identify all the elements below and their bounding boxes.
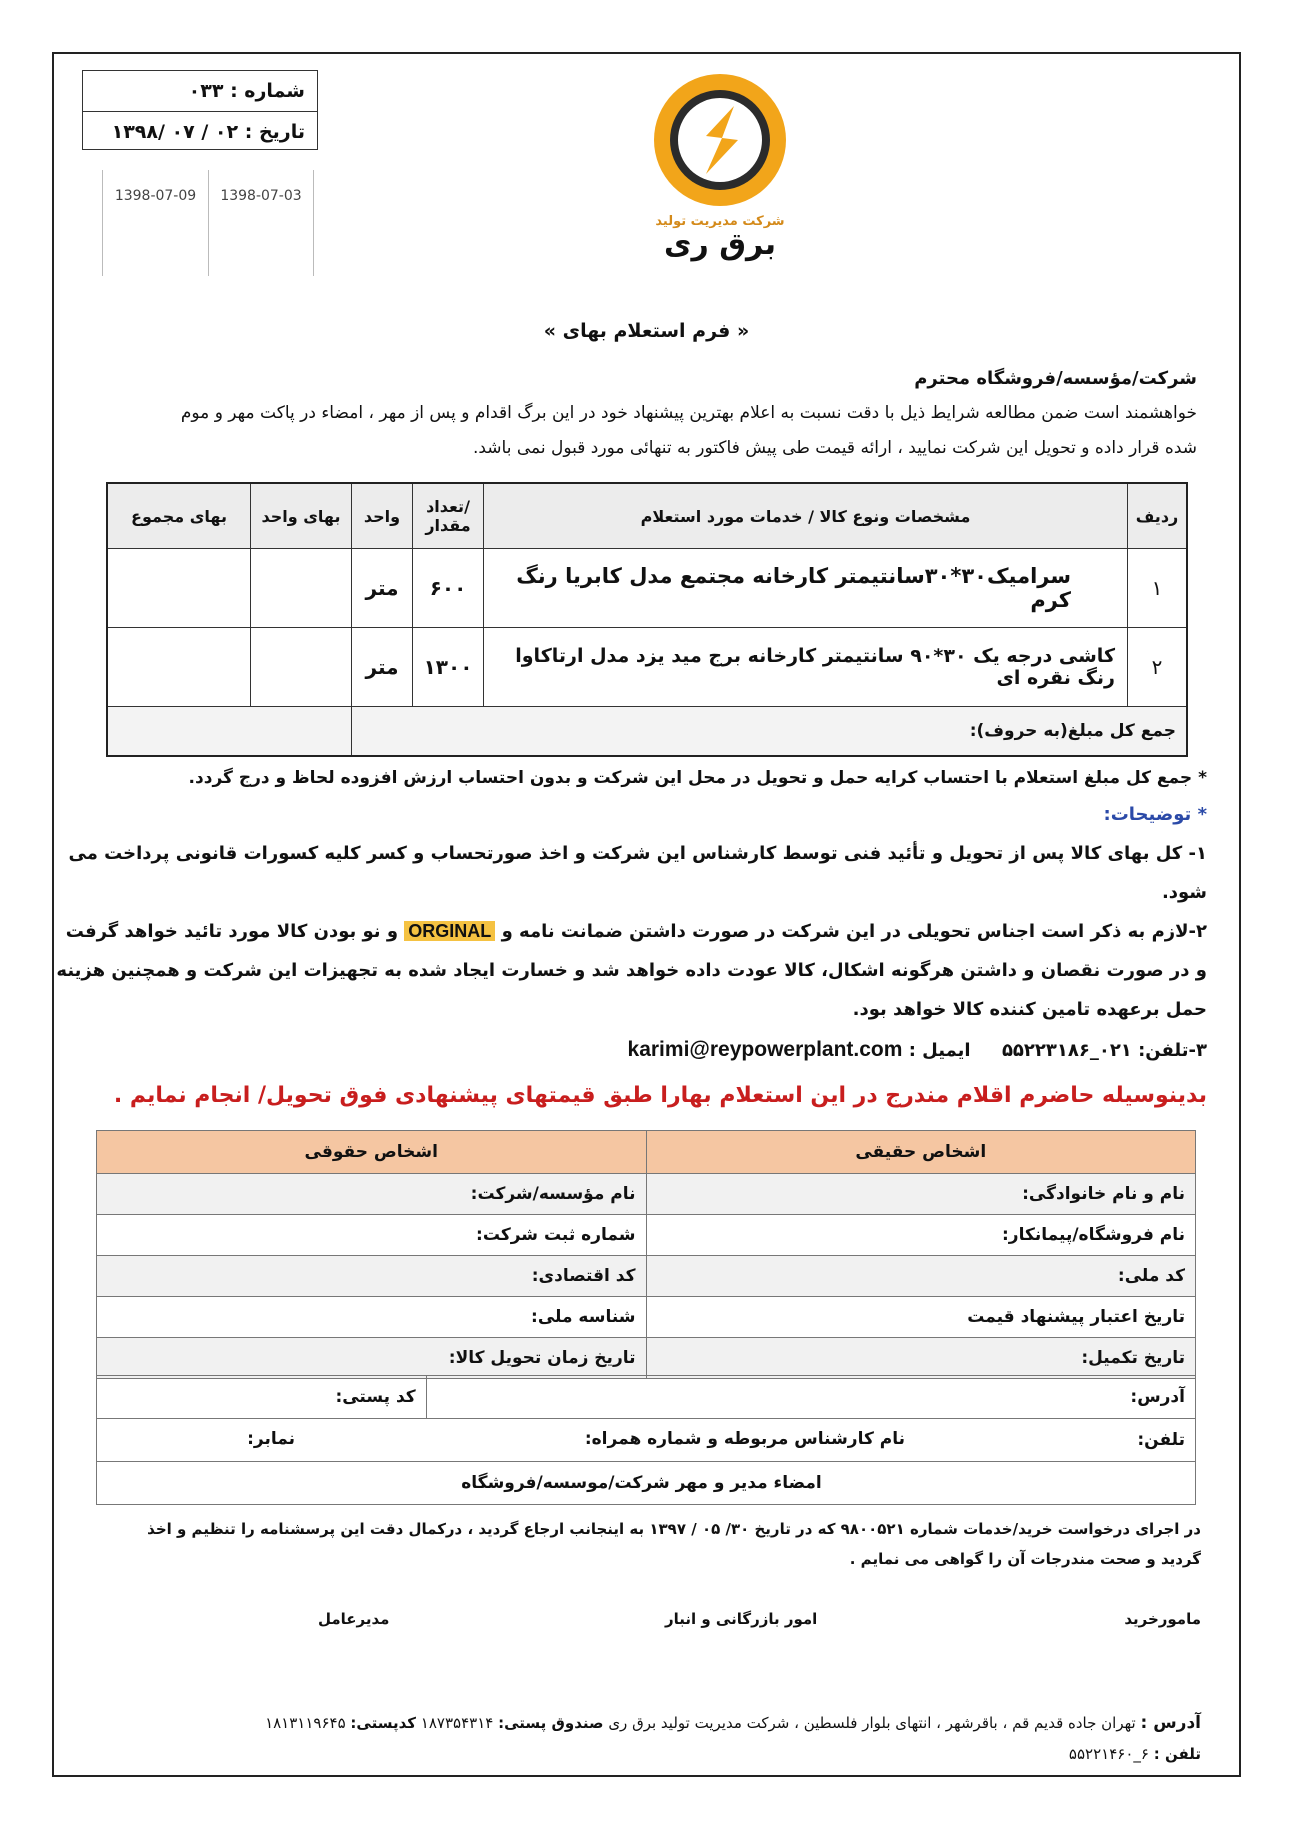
footer-phone-label: تلفن : <box>1153 1745 1201 1763</box>
note-1-line-2: شود. <box>1161 882 1207 903</box>
note-2-line-3: حمل برعهده تامین کننده کالا خواهد بود. <box>852 999 1207 1020</box>
table-row <box>107 549 1187 628</box>
reference-box <box>82 70 318 150</box>
party-header-row <box>97 1131 1196 1174</box>
pobox-label: صندوق پستی: <box>498 1714 604 1732</box>
letter-date: تاریخ : ۰۲ / ۰۷ /۱۳۹۸ <box>83 111 317 151</box>
party-table <box>96 1130 1196 1379</box>
qty-cell: ۶۰۰ <box>413 549 484 628</box>
real-field[interactable]: تاریخ اعتبار پیشنهاد قیمت <box>646 1297 1196 1338</box>
legal-field[interactable]: شناسه ملی: <box>97 1297 647 1338</box>
contact-phone: ۳-تلفن: ۰۲۱_۵۵۲۲۳۱۸۶ <box>1001 1040 1207 1061</box>
phone-row <box>97 1419 1196 1462</box>
lightning-logo-icon <box>650 70 790 210</box>
fax-field[interactable]: نمابر: <box>247 1429 295 1449</box>
addressee: شرکت/مؤسسه/فروشگاه محترم <box>914 368 1197 389</box>
note-1-line-1: ۱- کل بهای کالا پس از تحویل و تأئید فنی توسط کارشناس این شرکت و اخذ صورتحساب و کسر کلیه کسورات قانونی پرداخت می <box>68 843 1207 864</box>
legal-field[interactable]: نام مؤسسه/شرکت: <box>97 1174 647 1215</box>
header-unit: واحد <box>352 483 413 549</box>
qty-cell: ۱۳۰۰ <box>413 628 484 707</box>
unit-cell: متر <box>352 549 413 628</box>
legal-field[interactable]: شماره ثبت شرکت: <box>97 1215 647 1256</box>
registration-stamps <box>102 170 318 276</box>
header-qty-line-1: تعداد/ <box>426 497 470 516</box>
note-2-text-start: ۲-لازم به ذکر است اجناس تحویلی در این شرکت در صورت داشتن ضمانت نامه و <box>501 921 1207 942</box>
header-row-number: ردیف <box>1128 483 1188 549</box>
email-link[interactable]: karimi@reypowerplant.com <box>627 1038 903 1061</box>
note-2-line-2: و در صورت نقصان و داشتن هرگونه اشکال، کالا عودت داده خواهد شد و خسارت ایجاد شده به تجهیزات این شرکت و همچنین هزینه <box>56 960 1207 981</box>
note-2-text-end: و نو بودن کالا مورد تائید خواهد گرفت <box>65 921 399 942</box>
sig-ceo: مدیرعامل <box>318 1610 390 1628</box>
note-2-line-1 <box>66 921 1207 942</box>
header-unit-price: بهای واحد <box>251 483 352 549</box>
real-field[interactable]: نام و نام خانوادگی: <box>646 1174 1196 1215</box>
stamp-date-2: 1398-07-09 <box>102 170 208 276</box>
table-row <box>107 628 1187 707</box>
form-title: « فرم استعلام بهای » <box>543 320 750 342</box>
notes-heading: * توضیحات: <box>1103 804 1207 825</box>
items-header-row <box>107 483 1187 549</box>
items-table <box>106 482 1188 757</box>
table-row <box>97 1376 1196 1419</box>
sig-commerce: امور بازرگانی و انبار <box>665 1610 818 1628</box>
table-row <box>97 1419 1196 1462</box>
description-cell: سرامیک۳۰*۳۰سانتیمتر کارخانه مجتمع مدل کابریا رنگ کرم <box>484 549 1128 628</box>
real-field[interactable]: نام فروشگاه/پیمانکار: <box>646 1215 1196 1256</box>
table-row <box>97 1174 1196 1215</box>
intro-line-1: خواهشمند است ضمن مطالعه شرایط ذیل با دقت نسبت به اعلام بهترین پیشنهاد خود در این برگ اقدام و پس از مهر ، امضاء در پاکت مهر و موم <box>180 403 1197 423</box>
stamp-date-1: 1398-07-03 <box>208 170 314 276</box>
declaration: بدینوسیله حاضرم اقلام مندرج در این استعلام بهارا طبق قیمتهای پیشنهادی فوق تحویل/ انجام نمایم . <box>113 1083 1207 1108</box>
sum-label: جمع کل مبلغ(به حروف): <box>352 707 1188 757</box>
sum-note: * جمع کل مبلغ استعلام با احتساب کرایه حمل و تحویل در محل این شرکت و بدون احتساب ارزش افزوده لحاظ و درج گردد. <box>188 768 1207 788</box>
note-3-line <box>628 1038 1207 1062</box>
pobox-value: ۱۸۷۳۵۴۳۱۴ <box>420 1714 494 1732</box>
unit-price-cell[interactable] <box>251 628 352 707</box>
postal-code-field[interactable]: کد پستی: <box>97 1376 427 1419</box>
footer-phone <box>1069 1745 1201 1763</box>
reference-line-1: در اجرای درخواست خرید/خدمات شماره ۹۸۰۰۵۲۱ که در تاریخ ۳۰/ ۰۵ / ۱۳۹۷ به اینجانب ارجاع گردید ، درکمال دقت این پرسشنامه را تنظیم و اخذ <box>147 1520 1201 1538</box>
total-price-cell[interactable] <box>107 628 251 707</box>
table-row <box>97 1338 1196 1379</box>
total-price-cell[interactable] <box>107 549 251 628</box>
address-field[interactable]: آدرس: <box>426 1376 1195 1419</box>
real-persons-header: اشخاص حقیقی <box>646 1131 1196 1174</box>
sig-buyer: مامورخرید <box>1124 1610 1201 1628</box>
real-field[interactable]: کد ملی: <box>646 1256 1196 1297</box>
unit-price-cell[interactable] <box>251 549 352 628</box>
legal-field[interactable]: تاریخ زمان تحویل کالا: <box>97 1338 647 1379</box>
header-description: مشخصات ونوع کالا / خدمات مورد استعلام <box>484 483 1128 549</box>
header-qty-line-2: مقدار <box>425 516 471 535</box>
logo-brand: برق ری <box>664 227 776 262</box>
header-qty <box>413 483 484 549</box>
row-number-cell: ۱ <box>1128 549 1188 628</box>
expert-field[interactable]: نام کارشناس مربوطه و شماره همراه: <box>584 1429 905 1449</box>
address-label: آدرس : <box>1140 1713 1201 1733</box>
table-row <box>97 1297 1196 1338</box>
legal-field[interactable]: کد اقتصادی: <box>97 1256 647 1297</box>
intro-line-2: شده قرار داده و تحویل این شرکت نمایید ، ارائه قیمت طی پیش فاکتور به تنهائی مورد قبول نمی باشد. <box>472 438 1197 458</box>
table-row <box>97 1462 1196 1505</box>
sum-row <box>107 707 1187 757</box>
sum-value-cell[interactable] <box>107 707 352 757</box>
page-border <box>52 52 1241 1777</box>
original-highlight: ORGINAL <box>404 921 495 941</box>
signature-field[interactable]: امضاء مدیر و مهر شرکت/موسسه/فروشگاه <box>97 1462 1196 1505</box>
email-label: ایمیل : <box>908 1040 971 1061</box>
header-total-price: بهای مجموع <box>107 483 251 549</box>
real-field[interactable]: تاریخ تکمیل: <box>646 1338 1196 1379</box>
logo-caption: شرکت مدیریت تولید <box>655 214 785 229</box>
phone-field[interactable]: تلفن: <box>1137 1430 1185 1450</box>
unit-cell: متر <box>352 628 413 707</box>
row-number-cell: ۲ <box>1128 628 1188 707</box>
address-text: تهران جاده قدیم قم ، باقرشهر ، انتهای بلوار فلسطین ، شرکت مدیریت تولید برق ری <box>608 1714 1136 1732</box>
footer-address <box>265 1713 1201 1733</box>
description-cell: کاشی درجه یک ۳۰*۹۰ سانتیمتر کارخانه برج مید یزد مدل ارتاکاوا رنگ نقره ای <box>484 628 1128 707</box>
postal-value: ۱۸۱۳۱۱۹۶۴۵ <box>265 1714 346 1732</box>
company-logo <box>640 70 800 265</box>
footer-phone-value: ۶_۵۵۲۲۱۴۶۰ <box>1068 1745 1149 1763</box>
letter-number: شماره : ۰۳۳ <box>188 80 305 102</box>
legal-persons-header: اشخاص حقوقی <box>97 1131 647 1174</box>
postal-label: کدپستی: <box>350 1714 417 1732</box>
table-row <box>97 1215 1196 1256</box>
table-row <box>97 1256 1196 1297</box>
contact-table <box>96 1375 1196 1505</box>
reference-line-2: گردید و صحت مندرجات آن را گواهی می نمایم . <box>849 1550 1201 1568</box>
